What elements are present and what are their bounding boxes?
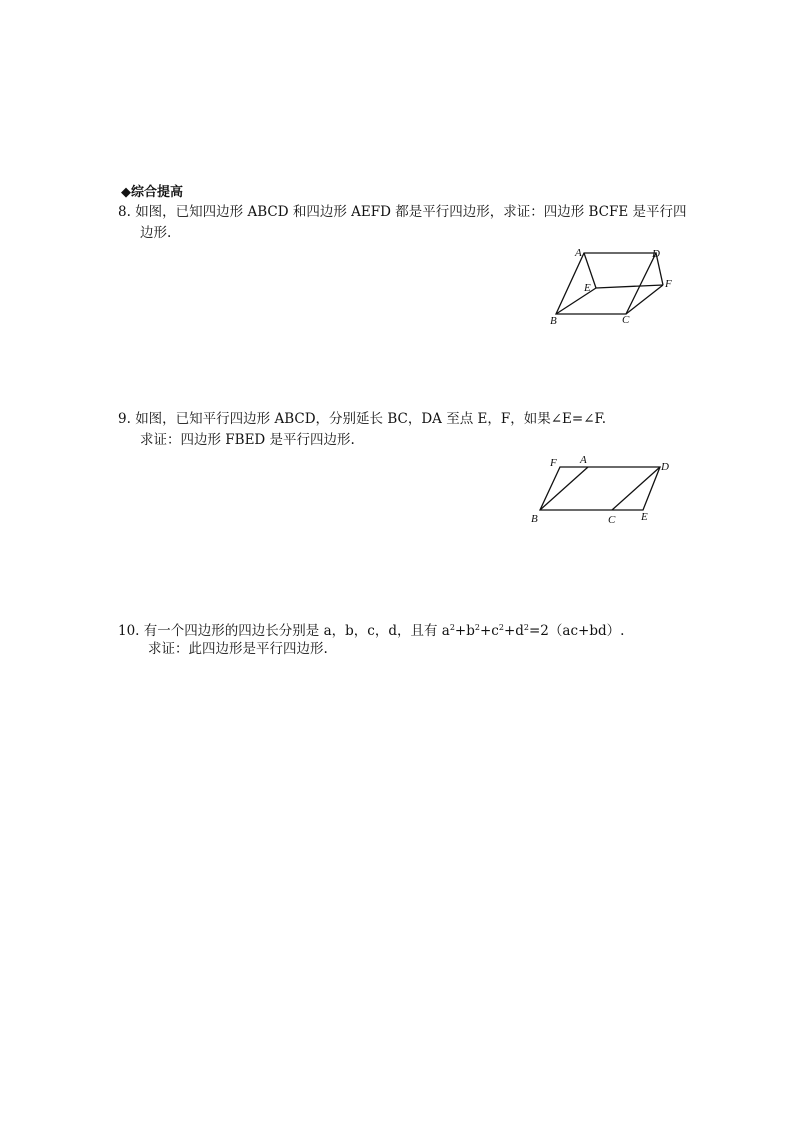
label-e: E xyxy=(584,282,591,294)
problem-9-line-1 xyxy=(118,409,606,429)
problem-9-figure xyxy=(528,450,678,530)
label-e: E xyxy=(641,511,648,523)
exponent: 2 xyxy=(449,623,455,632)
label-d: D xyxy=(652,248,660,260)
problem-10-text-2: 求证：此四边形是平行四边形. xyxy=(148,641,328,657)
problem-9-text-2: 求证：四边形 FBED 是平行四边形. xyxy=(140,432,355,448)
problem-8-number: 8. xyxy=(118,204,131,220)
problem-10-text-suffix: =2（ac+bd）. xyxy=(529,623,625,639)
segment-cd xyxy=(612,467,660,510)
label-c: C xyxy=(622,314,630,326)
exponent: 2 xyxy=(523,623,529,632)
diamond-bullet-icon: ◆ xyxy=(121,185,131,200)
label-a: A xyxy=(580,454,587,466)
label-b: B xyxy=(531,513,538,525)
segment-cf xyxy=(626,285,663,314)
exponent: 2 xyxy=(498,623,504,632)
plus-c: +c xyxy=(479,623,499,639)
label-f: F xyxy=(665,278,672,290)
label-f: F xyxy=(550,457,557,469)
section-title: 综合提高 xyxy=(131,185,184,200)
problem-8-text-1: 如图，已知四边形 ABCD 和四边形 AEFD 都是平行四边形，求证：四边形 BCFE 是平行四 xyxy=(135,204,687,220)
problem-8-line-2 xyxy=(140,223,171,243)
label-b: B xyxy=(550,315,557,327)
segment-ba xyxy=(540,467,588,510)
plus-d: +d xyxy=(503,623,524,639)
problem-8-line-1 xyxy=(118,202,687,222)
label-d: D xyxy=(661,461,669,473)
problem-10-text-prefix: 有一个四边形的四边长分别是 a，b，c，d，且有 a xyxy=(143,623,450,639)
parallelogram-fbed xyxy=(540,467,660,510)
problem-10-number: 10. xyxy=(118,623,140,639)
label-c: C xyxy=(608,514,616,526)
problem-8-figure xyxy=(540,240,680,330)
problem-9-line-2 xyxy=(140,430,355,450)
plus-b: +b xyxy=(454,623,475,639)
segment-ef xyxy=(596,285,663,288)
problem-8-text-2: 边形. xyxy=(140,225,172,241)
problem-10-line-2 xyxy=(148,639,328,659)
exponent: 2 xyxy=(474,623,480,632)
problem-10-line-1 xyxy=(118,618,624,641)
problem-9-text-1: 如图，已知平行四边形 ABCD，分别延长 BC，DA 至点 E，F，如果∠E=∠F. xyxy=(135,411,607,427)
label-a: A xyxy=(575,247,582,259)
problem-9-number: 9. xyxy=(118,411,131,427)
section-heading xyxy=(121,181,183,200)
